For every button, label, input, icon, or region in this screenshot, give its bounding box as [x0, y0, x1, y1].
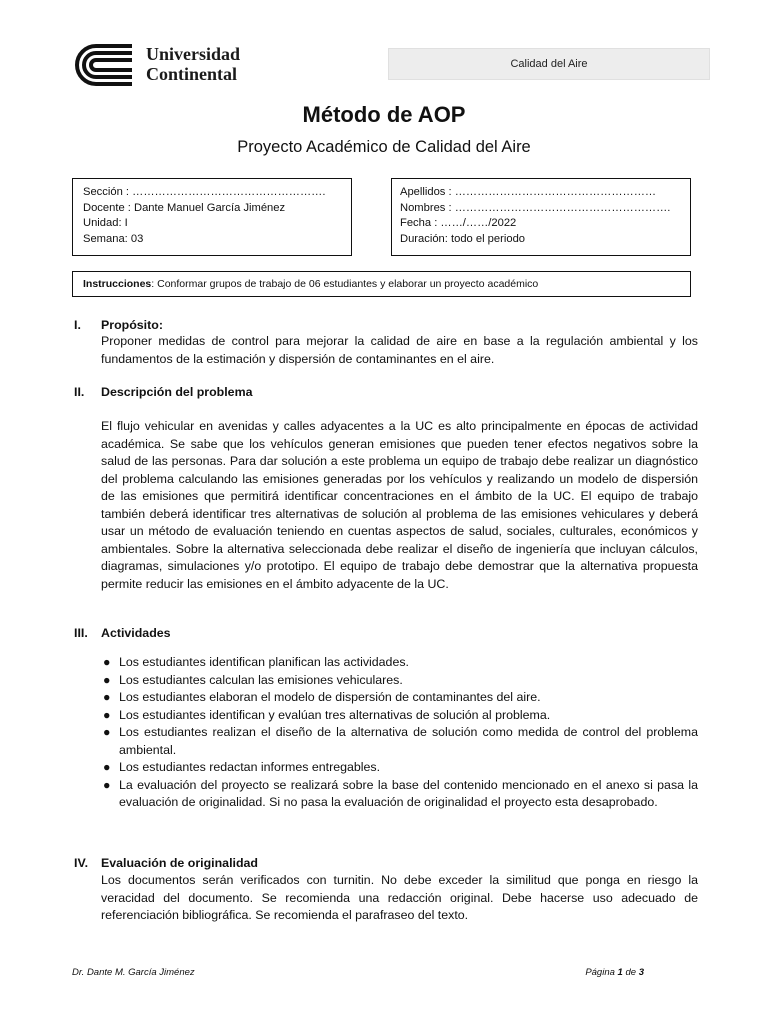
instructions-box — [72, 271, 691, 297]
list-item-text: Los estudiantes identifican planifican las actividades. — [119, 655, 409, 669]
instructions-label: Instrucciones — [83, 278, 152, 290]
list-item — [101, 689, 698, 707]
nombres-field: Nombres : …………………………………………………. — [400, 201, 671, 214]
bullet-icon: ● — [103, 760, 111, 774]
apellidos-field: Apellidos : ……………………………………………… — [400, 186, 657, 198]
list-item-text: Los estudiantes calculan las emisiones vehiculares. — [119, 672, 403, 687]
section-1-title: Propósito: — [101, 318, 163, 332]
list-item-text: Los estudiantes identifican y evalúan tres alternativas de solución al problema. — [119, 707, 551, 722]
seccion-field: Sección : ……………………………………………. — [83, 186, 326, 198]
section-3-title: Actividades — [101, 626, 171, 640]
section-1-body: Proponer medidas de control para mejorar la calidad de aire en base a la regulación ambiental y los fundamentos de la estimación y dispersión de contaminantes en el aire. — [101, 334, 698, 366]
page-current: 1 — [617, 967, 623, 978]
document-subtitle: Proyecto Académico de Calidad del Aire — [237, 138, 531, 156]
docente-field: Docente : Dante Manuel García Jiménez — [83, 201, 286, 214]
list-item — [101, 759, 698, 777]
section-2-number: II. — [74, 385, 85, 399]
bullet-icon: ● — [103, 707, 111, 722]
bullet-icon: ● — [103, 725, 111, 739]
logo-text — [146, 44, 240, 84]
document-title: Método de AOP — [302, 102, 466, 127]
course-info-box — [72, 178, 352, 256]
footer-author: Dr. Dante M. García Jiménez — [72, 967, 195, 978]
list-item — [101, 654, 698, 672]
section-4-body: Los documentos serán verificados con turnitin. No debe exceder la similitud que ponga en riesgo la veracidad del documento. Se recomienda una redacción original. Debe hacerse uso adecuado de referenciación bibliográfica. Se recomienda el parafraseo del texto. — [101, 873, 698, 922]
logo-line-1: Universidad — [146, 44, 241, 64]
bullet-icon: ● — [103, 777, 111, 792]
page-prefix: Página — [585, 967, 618, 978]
list-item-text: Los estudiantes redactan informes entregables. — [119, 760, 381, 774]
list-item — [101, 672, 698, 690]
page-total: 3 — [638, 967, 644, 978]
page-number — [585, 967, 644, 978]
section-2-body: El flujo vehicular en avenidas y calles adyacentes a la UC es alto principalmente en épocas de actividad académica. Se sabe que los vehículos generan emisiones que pueden tener efectos negativos sobre la salud de las personas. Para dar solución a este problema un equipo de trabajo debe realizar un diagnóstico del problema calculando las emisiones generadas por los vehículos y realizando un modelo de dispersión de las emisiones que permitirá identificar concentraciones en el ámbito de la UC. El equipo de trabajo también deberá identificar tres alternativas de solución al problema de las emisiones vehiculares y deberá usar un método de evaluación teniendo en cuentas aspectos de salud, sociales, culturales, económicos y ambientales. Sobre la alternativa seleccionada debe realizar el diseño de ingeniería que incluyan cálculos, diagramas, simulaciones y/o prototipo. El equipo de trabajo debe demostrar que la alternativa propuesta permite reducir las emisiones en el ámbito adyacente de la UC. — [101, 419, 698, 591]
section-3-number: III. — [74, 626, 88, 640]
fecha-field: Fecha : ……/……/2022 — [400, 217, 517, 229]
activities-list — [101, 654, 698, 812]
list-item — [101, 777, 698, 812]
course-tag: Calidad del Aire — [388, 48, 710, 80]
page-mid: de — [622, 967, 639, 978]
unidad-field: Unidad: I — [83, 217, 128, 229]
list-item — [101, 707, 698, 725]
list-item-text: La evaluación del proyecto se realizará sobre la base del contenido mencionado en el anexo si pasa la evaluación de originalidad. Si no pasa la evaluación de originalidad el proyecto esta desaprobado. — [119, 777, 698, 809]
list-item — [101, 724, 698, 759]
bullet-icon: ● — [103, 690, 111, 704]
list-item-text: Los estudiantes realizan el diseño de la alternativa de solución como medida de control del problema ambiental. — [119, 725, 698, 757]
uc-logo-icon — [72, 42, 134, 88]
section-2-title: Descripción del problema — [101, 385, 253, 399]
section-4-title: Evaluación de originalidad — [101, 856, 258, 870]
section-1-number: I. — [74, 318, 81, 332]
logo-line-2: Continental — [146, 64, 238, 84]
university-logo — [72, 42, 252, 88]
semana-field: Semana: 03 — [83, 232, 144, 245]
duracion-field: Duración: todo el periodo — [400, 232, 526, 245]
section-4-number: IV. — [74, 856, 89, 870]
list-item-text: Los estudiantes elaboran el modelo de dispersión de contaminantes del aire. — [119, 690, 541, 704]
student-info-box — [391, 178, 691, 256]
instructions-text: : Conformar grupos de trabajo de 06 estudiantes y elaborar un proyecto académico — [151, 278, 539, 290]
bullet-icon: ● — [103, 672, 111, 687]
bullet-icon: ● — [103, 655, 111, 669]
